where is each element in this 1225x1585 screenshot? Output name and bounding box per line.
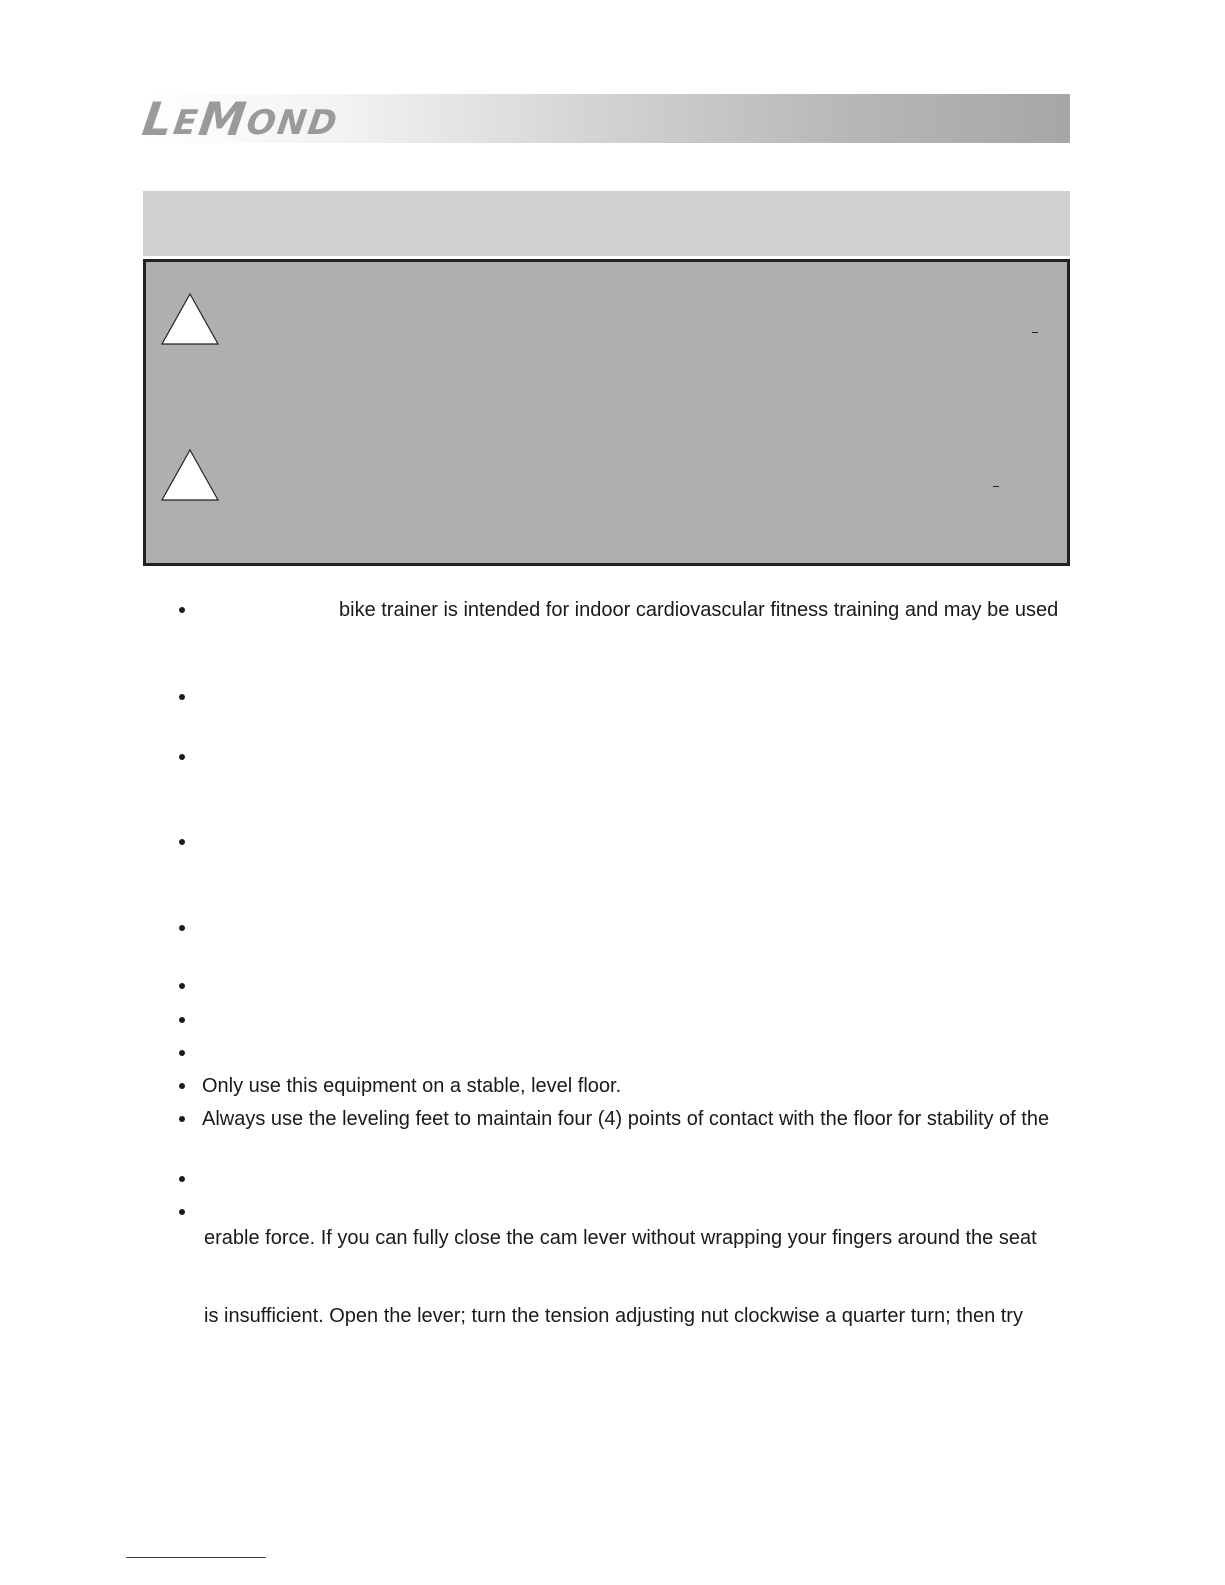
list-item-text: erable force. If you can fully close the cam lever without wrapping your fingers around the seat <box>204 1227 1037 1249</box>
list-item-text: Only use this equipment on a stable, level floor. <box>202 1075 622 1097</box>
list-item-text: Always use the leveling feet to maintain four (4) points of contact with the floor for stability of the <box>202 1108 1050 1130</box>
warning-triangle-icon <box>160 292 220 346</box>
bullet-dot <box>179 1017 185 1023</box>
bullet-dot <box>179 1083 185 1089</box>
bullet-dot <box>179 1176 185 1182</box>
warning-text-mark <box>993 486 999 487</box>
bullet-dot <box>179 694 185 700</box>
bullet-dot <box>179 607 185 613</box>
section-title-band <box>143 191 1070 256</box>
footer-link-underline[interactable] <box>126 1557 266 1558</box>
warning-triangle-icon <box>160 448 220 502</box>
warning-box <box>143 259 1070 566</box>
list-item-text: is insufficient. Open the lever; turn the tension adjusting nut clockwise a quarter turn; then try <box>204 1305 1023 1327</box>
bullet-dot <box>179 925 185 931</box>
bullet-dot <box>179 1116 185 1122</box>
warning-text-mark <box>1032 332 1038 333</box>
bullet-dot <box>179 1209 185 1215</box>
list-item-text: bike trainer is intended for indoor cardiovascular fitness training and may be used <box>339 599 1059 621</box>
bullet-dot <box>179 1050 185 1056</box>
bullet-dot <box>179 839 185 845</box>
lemond-logo: L E M OND <box>139 92 342 146</box>
bullet-dot <box>179 983 185 989</box>
bullet-dot <box>179 754 185 760</box>
